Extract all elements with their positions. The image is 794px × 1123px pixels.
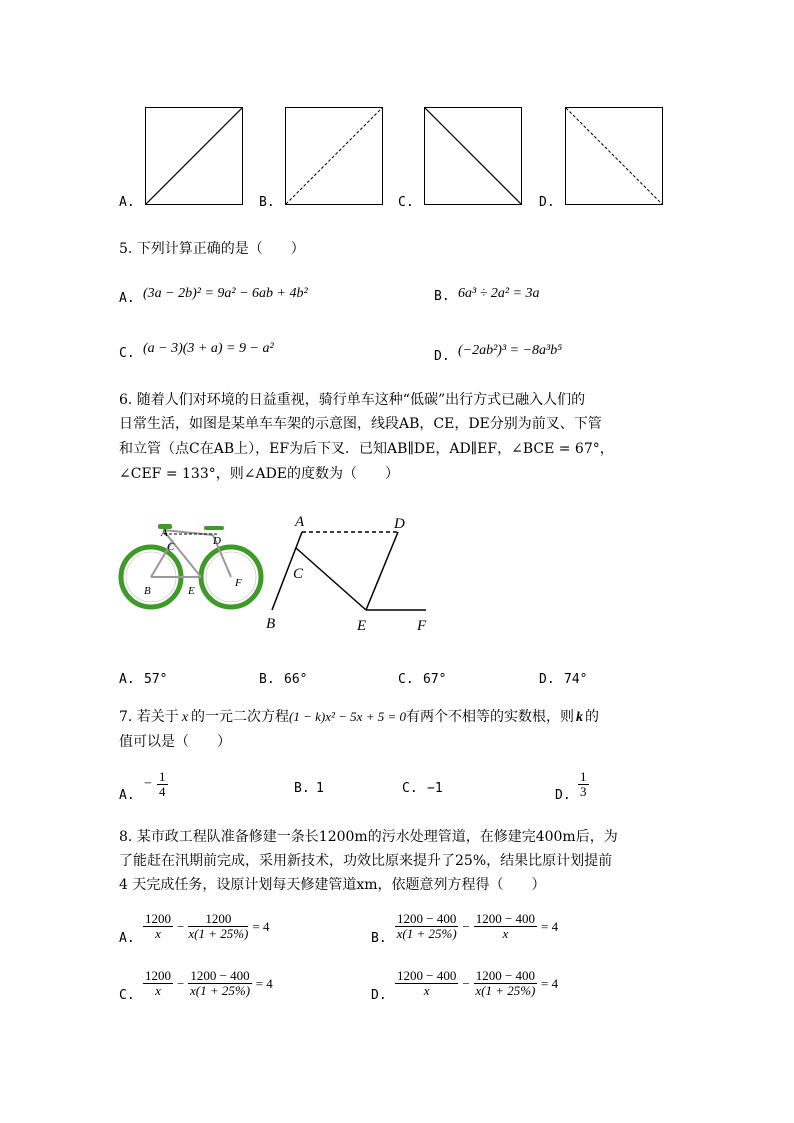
q7-option-d-num: 1 [580, 769, 587, 784]
q7-text-c: 有两个不相等的实数根，则 [406, 709, 574, 725]
q6-value-b: 66° [284, 672, 308, 687]
q4-square-a [145, 107, 243, 205]
q7-label-b[interactable]: B. [294, 781, 310, 796]
diagonal-dashed-icon [286, 108, 382, 204]
q8-a-f1-den: x [155, 926, 161, 941]
q8-d-f1-den: x [423, 983, 430, 998]
point-label-f: F [417, 618, 427, 634]
q8-label-b[interactable]: B. [371, 931, 387, 946]
q8-equation-d [395, 969, 562, 998]
q5-expr-b: 6a³ ÷ 2a² = 3a [458, 286, 540, 301]
q7-equation: (1 − k)x² − 5x + 5 = 0 [289, 709, 406, 724]
q8-b-f2-num: 1200 − 400 [475, 911, 536, 926]
q8-a-rhs: = 4 [252, 918, 270, 934]
q6-label-d[interactable]: D. [539, 672, 555, 687]
q8-equation-a [143, 912, 273, 941]
q7-label-d[interactable]: D. [555, 788, 571, 803]
diagonal-solid-icon [146, 108, 242, 204]
diagonal-dashed-icon [566, 108, 662, 204]
q6-text-line2: 日常生活，如图是某单车车架的示意图，线段AB，CE，DE分别为前叉、下管 [119, 416, 602, 432]
q8-b-rhs: = 4 [541, 918, 559, 934]
bicycle-photo [118, 520, 268, 612]
q8-text-line1: 8. 某市政工程队准备修建一条长1200m的污水处理管道，在修建完400m后，为 [119, 829, 618, 845]
q5-expr-d: (−2ab²)³ = −8a³b⁵ [458, 343, 563, 358]
q6-text-line3: 和立管（点C在AB上），EF为后下叉．已知AB∥DE，AD∥EF，∠BCE = 67°， [119, 441, 614, 457]
q8-text-line3: 4 天完成任务，设原计划每天修建管道xm，依题意列方程得（ ） [119, 877, 546, 893]
q8-label-d[interactable]: D. [371, 988, 387, 1003]
q7-option-a-value [144, 770, 168, 799]
q4-label-d[interactable]: D. [539, 195, 555, 210]
q7-text-d: 的 [585, 709, 599, 725]
q5-stem: 5. 下列计算正确的是（ ） [119, 241, 305, 257]
q7-text-line1 [119, 708, 599, 727]
q7-value-b: 1 [316, 781, 324, 796]
q7-text-b: 的一元二次方程 [191, 709, 290, 725]
q5-expr-a: (3a − 2b)² = 9a² − 6ab + 4b² [143, 286, 308, 301]
q8-d-minus: − [462, 975, 470, 991]
q8-c-rhs: = 4 [255, 975, 273, 991]
photo-label-c: C [167, 541, 175, 553]
q8-b-minus: − [462, 918, 470, 934]
q6-value-d: 74° [564, 672, 588, 687]
q7-option-d-value [578, 770, 589, 799]
point-label-b: B [266, 616, 276, 632]
q8-d-f2-den: x(1 + 25%) [475, 983, 536, 998]
q7-option-d-den: 3 [580, 784, 587, 799]
q4-label-a[interactable]: A. [119, 195, 135, 210]
q8-label-a[interactable]: A. [119, 931, 135, 946]
segment-ce [296, 548, 366, 610]
segment-de [366, 532, 398, 610]
photo-label-a: A [161, 527, 168, 539]
photo-label-d: D [213, 535, 221, 547]
point-label-a: A [295, 514, 305, 530]
q8-text-line2: 了能赶在汛期前完成，采用新技术，功效比原来提升了25%，结果比原计划提前 [119, 853, 613, 869]
q8-b-f1-num: 1200 − 400 [397, 911, 457, 926]
q6-value-c: 67° [423, 672, 447, 687]
q5-label-d[interactable]: D. [434, 349, 450, 364]
bike-handlebar-icon [204, 526, 224, 530]
q8-equation-b [395, 912, 562, 941]
q8-c-f1-den: x [155, 983, 161, 998]
point-label-c: C [293, 566, 304, 582]
q7-label-a[interactable]: A. [119, 788, 135, 803]
q7-var-x: x [181, 710, 189, 725]
q8-c-f1-num: 1200 [145, 968, 171, 983]
photo-label-e: E [188, 585, 195, 597]
q4-square-d [565, 107, 663, 205]
point-label-e: E [357, 618, 367, 634]
q4-label-c[interactable]: C. [398, 195, 414, 210]
q6-text-line4: ∠CEF = 133°，则∠ADE的度数为（ ） [119, 466, 400, 482]
q8-b-f1-den: x(1 + 25%) [396, 926, 457, 941]
q8-a-minus: − [177, 918, 185, 934]
q6-text-line1: 6. 随着人们对环境的日益重视，骑行单车这种“低碳”出行方式已融入人们的 [119, 392, 586, 408]
q6-value-a: 57° [144, 672, 168, 687]
q8-a-f2-den: x(1 + 25%) [188, 926, 249, 941]
q7-text-a: 7. 若关于 [119, 709, 179, 725]
q8-a-f1-num: 1200 [145, 911, 171, 926]
q8-d-f1-num: 1200 − 400 [397, 968, 457, 983]
q8-c-f2-num: 1200 − 400 [190, 968, 250, 983]
photo-label-b: B [144, 585, 151, 597]
point-label-d: D [394, 516, 405, 532]
q8-d-rhs: = 4 [541, 975, 559, 991]
q7-label-c[interactable]: C. [402, 781, 418, 796]
q7-option-a-sign: − [144, 776, 152, 792]
q8-b-f2-den: x [502, 926, 509, 941]
q5-expr-c: (a − 3)(3 + a) = 9 − a² [143, 341, 274, 356]
q8-d-f2-num: 1200 − 400 [475, 968, 536, 983]
q4-square-c [424, 107, 522, 205]
q7-option-a-den: 4 [159, 784, 166, 799]
q6-label-b[interactable]: B. [259, 672, 275, 687]
q7-option-a-num: 1 [159, 769, 166, 784]
q7-var-k: k [576, 710, 583, 725]
q8-equation-c [143, 969, 277, 998]
q4-label-b[interactable]: B. [259, 195, 275, 210]
q5-label-b[interactable]: B. [434, 289, 450, 304]
q5-label-c[interactable]: C. [119, 346, 135, 361]
q5-label-a[interactable]: A. [119, 291, 135, 306]
frame-geometry-diagram [260, 508, 440, 636]
q4-square-b [285, 107, 383, 205]
q6-label-a[interactable]: A. [119, 672, 135, 687]
q6-label-c[interactable]: C. [398, 672, 414, 687]
q8-c-f2-den: x(1 + 25%) [190, 983, 251, 998]
q8-label-c[interactable]: C. [119, 988, 135, 1003]
q8-a-f2-num: 1200 [188, 912, 248, 927]
diagonal-solid-icon [425, 108, 521, 204]
photo-label-f: F [235, 577, 242, 589]
q7-text-line2: 值可以是（ ） [119, 734, 231, 750]
q7-value-c: −1 [427, 781, 443, 796]
q8-c-minus: − [177, 975, 185, 991]
